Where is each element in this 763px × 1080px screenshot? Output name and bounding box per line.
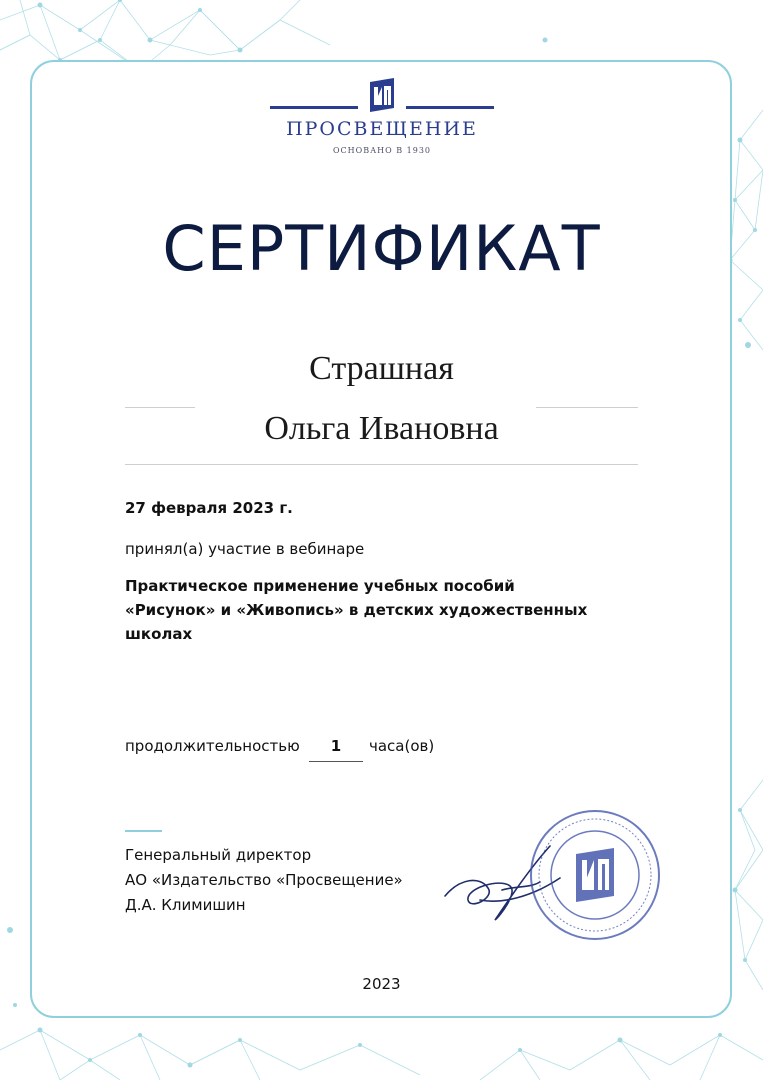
webinar-title-line: «Рисунок» и «Живопись» в детских художественных — [125, 601, 588, 619]
publisher-name: ПРОСВЕЩЕНИЕ — [286, 118, 478, 140]
name-divider-left — [125, 407, 195, 408]
signatory-company: АО «Издательство «Просвещение» — [125, 871, 403, 889]
publisher-founded: ОСНОВАНО В 1930 — [332, 146, 431, 155]
duration-hours-value: 1 — [330, 737, 342, 755]
participation-text: принял(а) участие в вебинаре — [125, 540, 365, 558]
duration-label: продолжительностью — [125, 737, 300, 755]
publisher-logo — [270, 78, 494, 162]
logo-bar-left — [270, 106, 358, 109]
publisher-emblem-icon — [368, 78, 396, 112]
webinar-title-line: Практическое применение учебных пособий — [125, 577, 515, 595]
name-underline — [125, 464, 638, 465]
recipient-surname: Страшная — [309, 350, 454, 387]
name-divider-right — [536, 407, 638, 408]
signatory-position: Генеральный директор — [125, 846, 312, 864]
signatory-name: Д.А. Климишин — [125, 896, 246, 914]
webinar-title-line: школах — [125, 625, 193, 643]
recipient-given-names: Ольга Ивановна — [264, 410, 499, 447]
duration-hours-underline — [309, 761, 363, 762]
webinar-title — [125, 574, 655, 646]
footer-year: 2023 — [362, 975, 401, 993]
duration-hours-unit: часа(ов) — [369, 737, 435, 755]
logo-bar-right — [406, 106, 494, 109]
event-date: 27 февраля 2023 г. — [125, 499, 293, 517]
certificate-title: СЕРТИФИКАТ — [162, 212, 601, 285]
signatory-accent-line — [125, 830, 162, 832]
company-seal-icon — [528, 808, 662, 942]
